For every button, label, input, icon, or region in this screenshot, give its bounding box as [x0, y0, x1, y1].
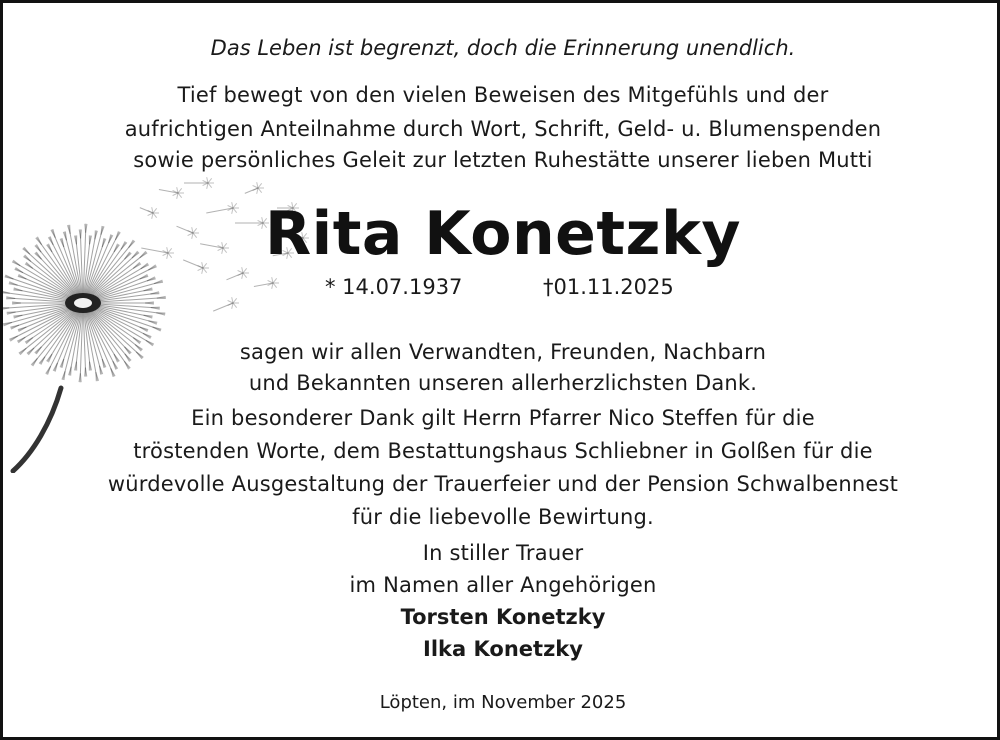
deceased-name: Rita Konetzky [264, 199, 741, 269]
intro-line: Tief bewegt von den vielen Beweisen des Mitgefühls und der [177, 83, 829, 107]
closing-line: im Namen aller Angehörigen [349, 573, 657, 597]
thanks-line: sagen wir allen Verwandten, Freunden, Nachbarn [239, 340, 767, 364]
death-date: †01.11.2025 [543, 275, 674, 299]
signer-name: Ilka Konetzky [423, 637, 583, 661]
thanks-line: für die liebevolle Bewirtung. [352, 505, 654, 529]
signer-name: Torsten Konetzky [400, 605, 606, 629]
motto: Das Leben ist begrenzt, doch die Erinnerung unendlich. [210, 36, 796, 60]
thanks-line: Ein besonderer Dank gilt Herrn Pfarrer Nico Steffen für die [191, 406, 815, 430]
thanks-line: würdevolle Ausgestaltung der Trauerfeier und der Pension Schwalbennest [107, 472, 899, 496]
intro-line: aufrichtigen Anteilnahme durch Wort, Schrift, Geld- u. Blumenspenden [124, 117, 882, 141]
birth-date: * 14.07.1937 [325, 275, 463, 299]
thanks-line: und Bekannten unseren allerherzlichsten Dank. [248, 371, 758, 395]
thanks-line: tröstenden Worte, dem Bestattungshaus Schliebner in Golßen für die [133, 439, 873, 463]
place-and-date: Löpten, im November 2025 [379, 692, 627, 713]
closing-line: In stiller Trauer [422, 541, 584, 565]
intro-line: sowie persönliches Geleit zur letzten Ruhestätte unserer lieben Mutti [133, 148, 873, 172]
